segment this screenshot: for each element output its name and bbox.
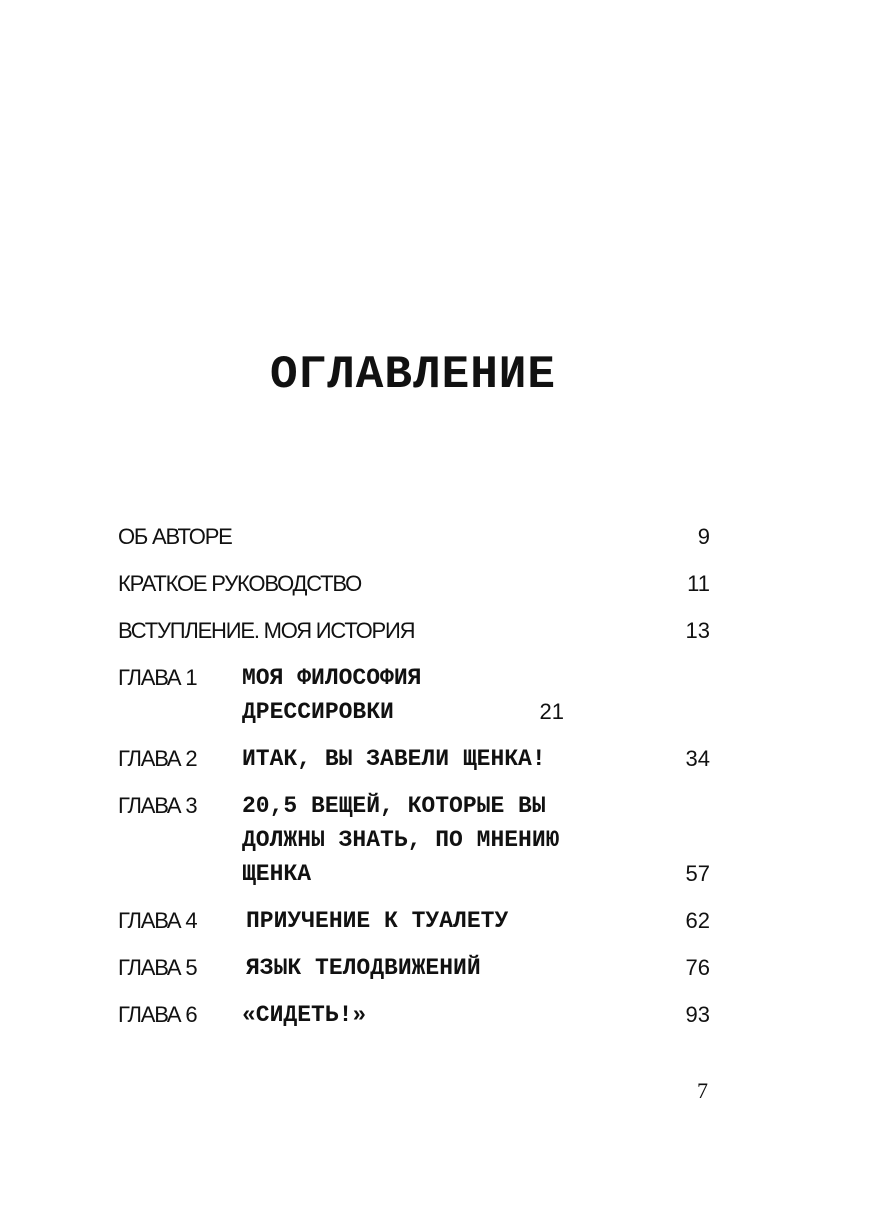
chapter-page: 57 [685, 861, 710, 886]
table-of-contents [118, 520, 710, 1032]
chapter-label: ГЛАВА 5 [118, 955, 197, 980]
toc-entry-title: ВСТУПЛЕНИЕ. МОЯ ИСТОРИЯ [118, 618, 415, 643]
chapter-label: ГЛАВА 2 [118, 746, 197, 771]
chapter-title: МОЯ ФИЛОСОФИЯ ДРЕССИРОВКИ [242, 665, 422, 725]
chapter-label: ГЛАВА 6 [118, 1002, 197, 1027]
toc-chapter-5[interactable] [118, 951, 710, 985]
toc-entry-quick-guide[interactable] [118, 567, 710, 601]
chapter-page: 62 [685, 908, 710, 933]
toc-chapter-1[interactable] [118, 661, 710, 729]
chapter-page: 93 [685, 1002, 710, 1027]
toc-chapter-2[interactable] [118, 742, 710, 776]
chapter-title: 20,5 ВЕЩЕЙ, КОТОРЫЕ ВЫ ДОЛЖНЫ ЗНАТЬ, ПО МНЕНИЮ ЩЕНКА [242, 793, 560, 887]
chapter-title: ПРИУЧЕНИЕ К ТУАЛЕТУ [246, 908, 509, 934]
toc-entry-introduction[interactable] [118, 614, 710, 648]
toc-entry-page: 13 [685, 618, 710, 643]
chapter-page: 76 [685, 955, 710, 980]
chapter-label: ГЛАВА 4 [118, 908, 197, 933]
toc-entry-title: ОБ АВТОРЕ [118, 524, 232, 549]
chapter-page: 21 [539, 699, 564, 724]
toc-entry-title: КРАТКОЕ РУКОВОДСТВО [118, 571, 362, 596]
chapter-page: 34 [685, 746, 710, 771]
page-title: ОГЛАВЛЕНИЕ [269, 349, 557, 401]
chapter-title: ЯЗЫК ТЕЛОДВИЖЕНИЙ [246, 955, 481, 981]
toc-entry-page: 11 [687, 571, 710, 596]
chapter-title: ИТАК, ВЫ ЗАВЕЛИ ЩЕНКА! [242, 746, 546, 772]
toc-entry-page: 9 [697, 524, 710, 549]
toc-chapter-4[interactable] [118, 904, 710, 938]
chapter-label: ГЛАВА 3 [118, 793, 197, 818]
chapter-title: «СИДЕТЬ!» [242, 1002, 367, 1028]
chapter-label: ГЛАВА 1 [118, 665, 197, 690]
page-number: 7 [697, 1078, 708, 1103]
toc-chapter-6[interactable] [118, 998, 710, 1032]
toc-entry-about-author[interactable] [118, 520, 710, 554]
toc-chapter-3[interactable] [118, 789, 710, 891]
